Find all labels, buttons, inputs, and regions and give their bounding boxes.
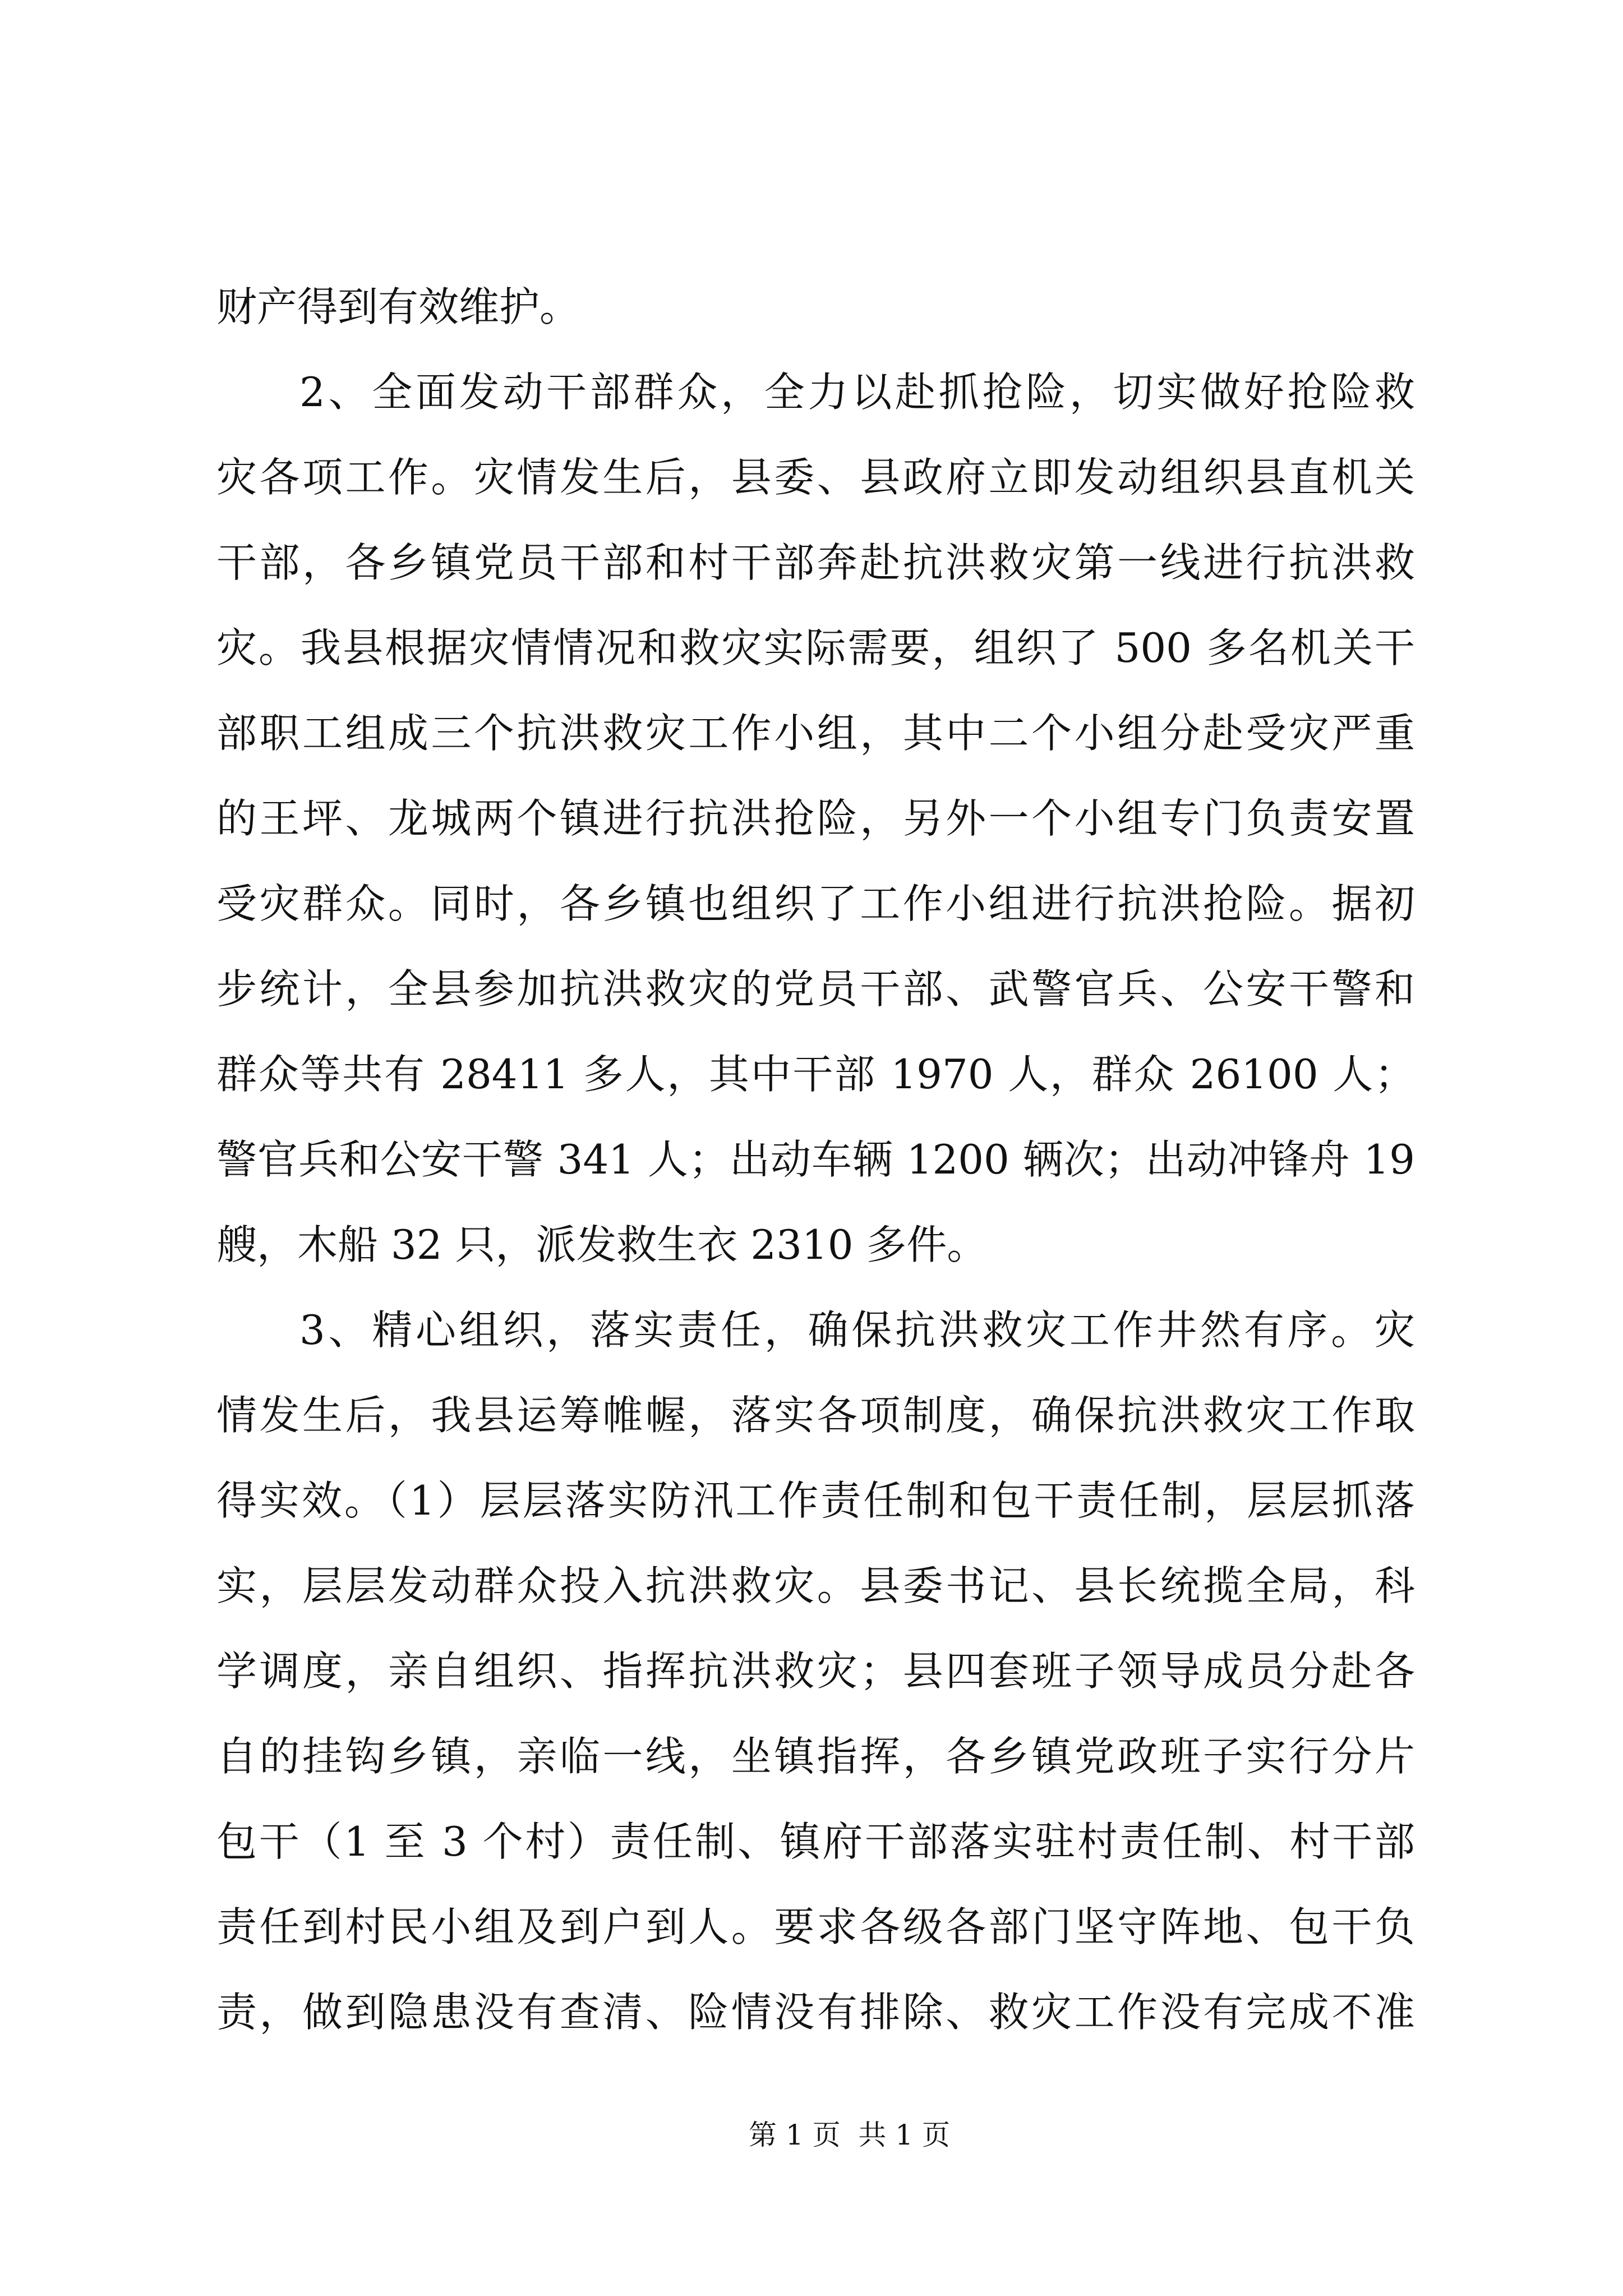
- text-line: 灾。我县根据灾情情况和救灾实际需要，组织了 500 多名机关干: [216, 624, 1415, 671]
- paragraph: [216, 349, 1415, 1287]
- text-line: 自的挂钩乡镇，亲临一线，坐镇指挥，各乡镇党政班子实行分片: [216, 1733, 1415, 1780]
- text-line: 包干（1 至 3 个村）责任制、镇府干部落实驻村责任制、村干部: [216, 1818, 1415, 1865]
- text-line: 学调度，亲自组织、指挥抗洪救灾；县四套班子领导成员分赴各: [216, 1648, 1415, 1695]
- text-line: 干部，各乡镇党员干部和村干部奔赴抗洪救灾第一线进行抗洪救: [216, 539, 1415, 586]
- text-line: 责，做到隐患没有查清、险情没有排除、救灾工作没有完成不准: [216, 1989, 1415, 2036]
- paragraph: [216, 264, 1415, 349]
- text-line: 受灾群众。同时，各乡镇也组织了工作小组进行抗洪抢险。据初: [216, 880, 1415, 927]
- text-line: 3、精心组织，落实责任，确保抗洪救灾工作井然有序。灾: [299, 1306, 1415, 1354]
- text-line: 情发生后，我县运筹帷幄，落实各项制度，确保抗洪救灾工作取: [216, 1392, 1415, 1439]
- document-body: [216, 264, 1415, 2055]
- text-line: 部职工组成三个抗洪救灾工作小组，其中二个小组分赴受灾严重: [216, 710, 1415, 757]
- text-line: 财产得到有效维护。: [216, 283, 580, 330]
- text-line: 得实效。（1）层层落实防汛工作责任制和包干责任制，层层抓落: [216, 1477, 1415, 1524]
- paragraph: [216, 1287, 1415, 2055]
- text-line: 的王坪、龙城两个镇进行抗洪抢险，另外一个小组专门负责安置: [216, 795, 1415, 842]
- page-footer: 第 1 页 共 1 页: [749, 2119, 950, 2151]
- text-line: 2、全面发动干部群众，全力以赴抓抢险，切实做好抢险救: [299, 369, 1415, 416]
- text-line: 艘，木船 32 只，派发救生衣 2310 多件。: [216, 1221, 988, 1268]
- text-line: 步统计，全县参加抗洪救灾的党员干部、武警官兵、公安干警和: [216, 965, 1415, 1013]
- text-line: 群众等共有 28411 多人，其中干部 1970 人，群众 26100 人；: [216, 1051, 1415, 1098]
- text-line: 灾各项工作。灾情发生后，县委、县政府立即发动组织县直机关: [216, 454, 1415, 501]
- text-line: 警官兵和公安干警 341 人；出动车辆 1200 辆次；出动冲锋舟 19: [216, 1136, 1415, 1183]
- text-line: 实，层层发动群众投入抗洪救灾。县委书记、县长统揽全局，科: [216, 1562, 1415, 1609]
- text-line: 责任到村民小组及到户到人。要求各级各部门坚守阵地、包干负: [216, 1903, 1415, 1950]
